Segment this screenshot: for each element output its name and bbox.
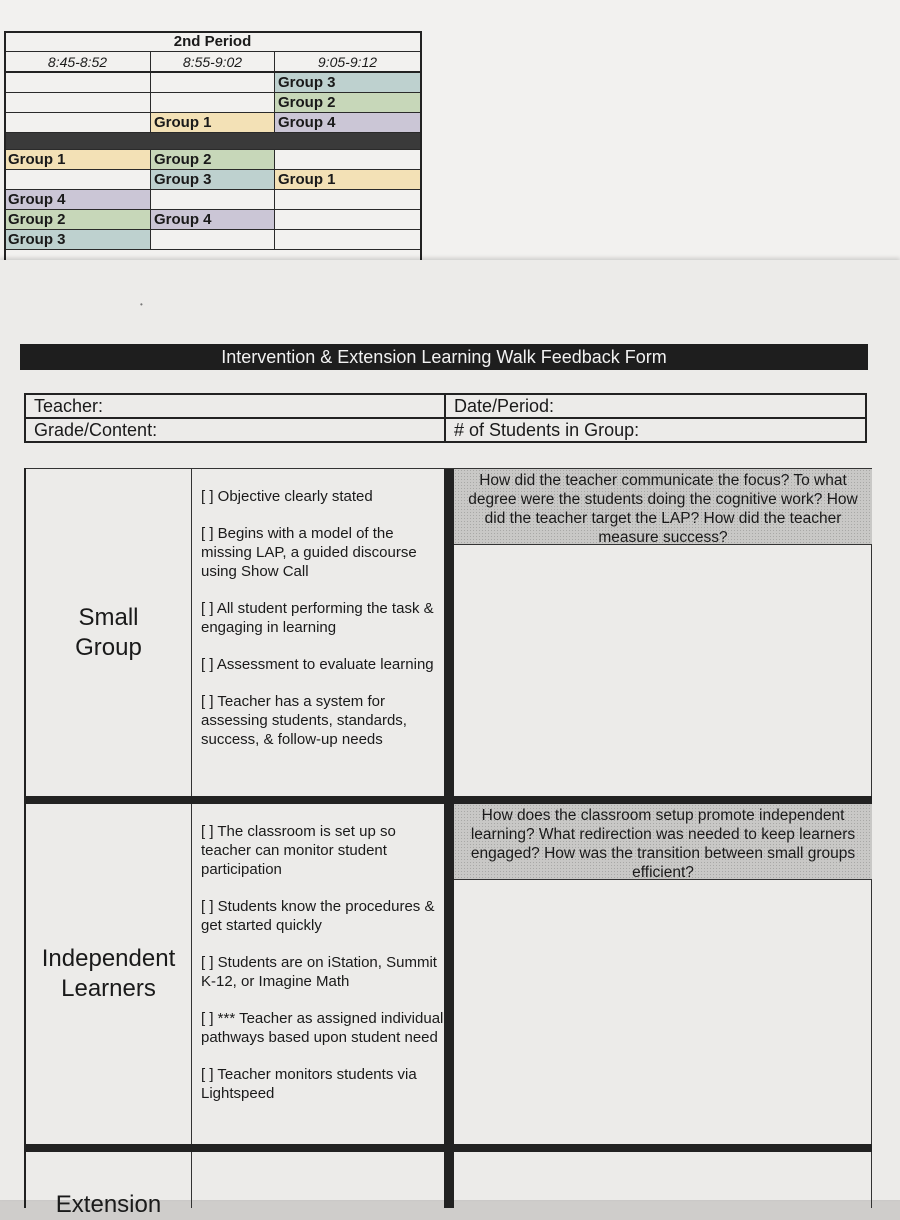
schedule-row [5,190,421,210]
section-label-line: Group [75,633,142,661]
feedback-form-sheet [0,260,900,1218]
section-label-line: Extension [55,1191,162,1218]
schedule-cell [275,230,421,250]
column-divider [444,804,454,1144]
section-separator [26,1144,872,1152]
notes-area [454,545,872,796]
schedule-cell: Group 2 [5,210,151,230]
schedule-cell: Group 3 [275,72,421,93]
teacher-field: Teacher: [26,395,446,417]
schedule-row [5,230,421,250]
guiding-questions: How did the teacher communicate the focus? To what degree were the students doing the cognitive work? How did the teacher target the LAP? How did the teacher measure success? [454,469,872,545]
checklist-item: [ ] Students know the procedures & get started quickly [201,898,435,934]
schedule-divider-row [5,133,421,150]
checklist-item: [ ] Teacher monitors students via Lightspeed [201,1066,417,1102]
time-slot: 8:45-8:52 [5,52,151,73]
checklist-item: [ ] Assessment to evaluate learning [201,656,434,673]
checklist-item: [ ] *** Teacher as assigned individual pathways based upon student need [201,1010,444,1046]
checklist-item: [ ] All student performing the task & engaging in learning [201,600,434,636]
checklist-item: [ ] Students are on iStation, Summit K-12, or Imagine Math [201,954,437,990]
notes-area [454,880,872,1144]
checklist-item: [ ] The classroom is set up so teacher can monitor student participation [201,823,396,878]
info-row [26,417,865,441]
schedule-cell: Group 1 [5,150,151,170]
section-small-group [26,469,872,796]
checklist-item: [ ] Begins with a model of the missing LAP, a guided discourse using Show Call [201,525,417,580]
checklist [192,804,444,1144]
schedule-row [5,113,421,133]
schedule-cell [5,93,151,113]
schedule-cell: Group 3 [151,170,275,190]
section-label-line: Small [78,603,139,631]
time-slot: 8:55-9:02 [151,52,275,73]
column-divider [444,469,454,796]
schedule-row [5,210,421,230]
grade-content-field: Grade/Content: [26,419,446,441]
section-separator [26,796,872,804]
schedule-cell: Group 4 [151,210,275,230]
info-table [24,393,867,443]
checklist-item: [ ] Teacher has a system for assessing students, standards, success, & follow-up needs [201,693,407,748]
schedule-row [5,93,421,113]
schedule-row [5,170,421,190]
schedule-cell [5,170,151,190]
schedule-cell [275,190,421,210]
schedule-divider [5,133,421,150]
schedule-cell: Group 2 [275,93,421,113]
schedule-row [5,150,421,170]
schedule-cell [151,72,275,93]
schedule-cell [5,113,151,133]
schedule-cell [275,210,421,230]
guiding-questions: How does the classroom setup promote independent learning? What redirection was needed to keep learners engaged? How was the transition between small groups efficient? [454,804,872,880]
section-label [26,469,192,796]
schedule-times-row [5,52,421,73]
schedule-cell: Group 4 [275,113,421,133]
form-title: Intervention & Extension Learning Walk Feedback Form [20,344,868,370]
schedule-cell [5,72,151,93]
students-in-group-field: # of Students in Group: [454,420,640,440]
schedule-cell [275,150,421,170]
section-label [26,804,192,1144]
checklist-item: [ ] Objective clearly stated [201,488,373,505]
schedule-cell [151,230,275,250]
schedule-cell: Group 3 [5,230,151,250]
time-slot: 9:05-9:12 [275,52,421,73]
schedule-cell: Group 1 [275,170,421,190]
checklist [192,469,444,796]
schedule-cell [151,93,275,113]
schedule-title: 2nd Period [5,32,421,52]
schedule-cell: Group 1 [151,113,275,133]
section-independent-learners [26,804,872,1144]
schedule-cell: Group 2 [151,150,275,170]
info-row [26,395,865,417]
schedule-cell [151,190,275,210]
date-period-field: Date/Period: [454,396,555,416]
observation-grid [24,468,872,1218]
schedule-row [5,72,421,93]
schedule-cell: Group 4 [5,190,151,210]
section-label-line: Learners [61,975,156,1002]
section-label-line: Independent [41,945,176,972]
schedule-header-row [5,32,421,52]
schedule-table [4,31,421,250]
paper-speck: • [140,300,143,309]
schedule-sheet [0,0,900,262]
